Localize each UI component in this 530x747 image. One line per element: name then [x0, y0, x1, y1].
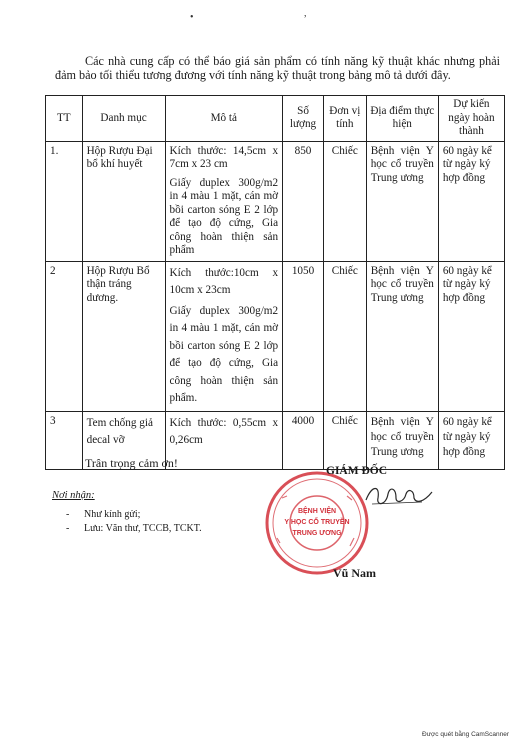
- signer-name: Vũ Nam: [333, 566, 377, 580]
- row-quantity: 1050: [283, 261, 324, 411]
- row-dimensions: Kích thước:10cm x 10cm x 23cm: [169, 266, 279, 296]
- list-item: - Lưu: Văn thư, TCCB, TCKT.: [66, 522, 202, 536]
- table-header-row: [46, 96, 505, 142]
- row-dimensions: Kích thước: 0,55cm x 0,26cm: [169, 416, 279, 446]
- row-quantity: 850: [283, 141, 324, 261]
- seal-line-3: TRUNG ƯƠNG: [292, 530, 342, 537]
- header-description: Mô tả: [165, 96, 283, 142]
- row-description: [165, 261, 283, 411]
- row-expected: 60 ngày kể từ ngày ký hợp đồng: [438, 411, 504, 469]
- header-unit: Đơn vị tính: [323, 96, 366, 142]
- scan-speck: •: [190, 12, 194, 23]
- scan-speck: ,: [304, 8, 307, 19]
- intro-text: Các nhà cung cấp có thể báo giá sản phẩm có tính năng kỹ thuật khác nhưng phải đảm bảo tối thiểu tương đương với tính năng kỹ thuật trong bảng mô tả dưới đây.: [55, 54, 500, 82]
- header-tt: TT: [46, 96, 83, 142]
- row-description: [165, 141, 283, 261]
- list-item: - Như kính gửi;: [66, 508, 202, 522]
- header-category: Danh mục: [82, 96, 165, 142]
- row-quantity: 4000: [283, 411, 324, 469]
- header-location: Địa điểm thực hiện: [366, 96, 438, 142]
- row-tt: 1.: [46, 141, 83, 261]
- table-row: [46, 141, 505, 261]
- intro-paragraph: [55, 54, 500, 82]
- handwritten-signature: [362, 480, 437, 510]
- row-unit: Chiếc: [323, 411, 366, 469]
- row-description: [165, 411, 283, 469]
- row-tt: 3: [46, 411, 83, 469]
- row-location: Bệnh viện Y học cổ truyền Trung ương: [366, 411, 438, 469]
- seal-line-1: BỆNH VIỆN: [297, 508, 337, 515]
- table-row: [46, 261, 505, 411]
- camscanner-watermark: Được quét bằng CamScanner: [422, 731, 510, 738]
- signer-title: GIÁM ĐỐC: [326, 465, 388, 477]
- red-seal-stamp: [262, 468, 372, 578]
- recipients-list: [66, 508, 202, 536]
- row-material: Giấy duplex 300g/m2 in 4 màu 1 mặt, cán mờ bồi carton sóng E 2 lớp để tạo độ cứng, Gia công hoàn thiện sản phẩm.: [169, 304, 279, 404]
- closing-text: Trân trọng cảm ơn!: [85, 456, 178, 470]
- seal-line-2: Y HỌC CỔ TRUYỀN: [284, 519, 350, 526]
- row-material: Giấy duplex 300g/m2 in 4 màu 1 mặt, cán mờ bồi carton sóng E 2 lớp để tạo độ cứng, Gia công hoàn thiện sản phẩm: [169, 176, 279, 256]
- row-category: Hộp Rượu Đại bổ khí huyết: [82, 141, 165, 261]
- row-dimensions: Kích thước: 14,5cm x 7cm x 23 cm: [169, 144, 279, 170]
- row-expected: 60 ngày kể từ ngày ký hợp đồng: [438, 141, 504, 261]
- row-expected: 60 ngày kể từ ngày ký hợp đồng: [438, 261, 504, 411]
- row-category: Hộp Rượu Bổ thận tráng dương.: [82, 261, 165, 411]
- row-tt: 2: [46, 261, 83, 411]
- row-location: Bệnh viện Y học cổ truyền Trung ương: [366, 141, 438, 261]
- row-unit: Chiếc: [323, 261, 366, 411]
- row-category: Tem chống giả decal vỡ: [82, 411, 165, 469]
- row-location: Bệnh viện Y học cổ truyền Trung ương: [366, 261, 438, 411]
- recipients-label: Nơi nhận:: [52, 490, 95, 501]
- product-table: [45, 95, 505, 470]
- row-unit: Chiếc: [323, 141, 366, 261]
- header-expected: Dự kiến ngày hoàn thành: [438, 96, 504, 142]
- header-quantity: Số lượng: [283, 96, 324, 142]
